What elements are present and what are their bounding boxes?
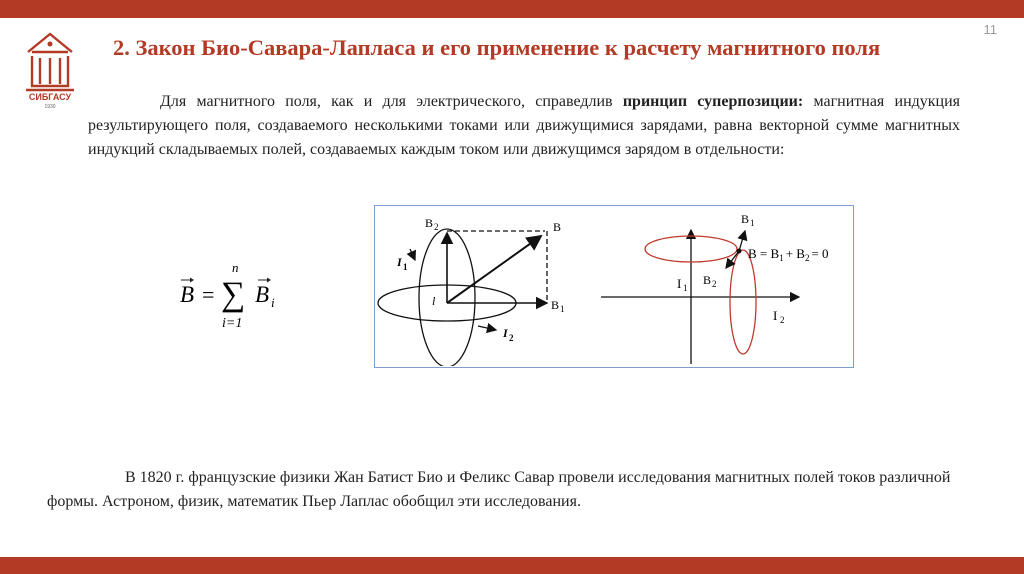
paragraph-lead: Для магнитного поля, как и для электрического, справедлив xyxy=(160,93,613,110)
formula-term-sub: i xyxy=(271,295,275,310)
fig-left-I1-label: I xyxy=(397,255,402,269)
logo-subcaption: 1930 xyxy=(44,104,56,110)
fig-right-B1-sub: 1 xyxy=(750,218,755,228)
fig-left-B-label: B xyxy=(553,220,562,234)
fig-left-B1-label: B xyxy=(551,298,560,312)
fig-left-B2-sub: 2 xyxy=(434,222,439,232)
superposition-term: принцип суперпозиции: xyxy=(622,93,804,110)
fig-right-sum-equation: $B = B_1 + B_2 = 0$ xyxy=(748,246,829,263)
logo-caption: СИБГАСУ xyxy=(28,92,72,102)
fig-right-B1-label: B xyxy=(741,212,750,226)
fig-right-B2-sub: 2 xyxy=(712,279,717,289)
figure-frame xyxy=(374,205,854,368)
fig-right-I1-label: I xyxy=(677,276,682,291)
fig-left-B2-label: B xyxy=(425,216,434,230)
formula-upper-limit: n xyxy=(232,262,239,275)
fig-right-I2-label: I xyxy=(773,308,778,323)
formula-equals: = xyxy=(202,282,215,307)
formula-sigma: ∑ xyxy=(221,276,246,313)
fig-left-I1-sub: 1 xyxy=(403,262,408,272)
formula-lower-limit: i=1 xyxy=(222,316,243,331)
history-text: В 1820 г. французские физики Жан Батист Био и Феликс Савар провели исследования магнитных полей токов различной формы. Астроном, физик, математик Пьер Лаплас обобщил эти исследования. xyxy=(47,469,951,510)
fig-right-I2-sub: 2 xyxy=(780,315,785,325)
formula-lhs: B xyxy=(180,282,195,307)
superposition-3d-diagram xyxy=(375,206,601,366)
superposition-formula xyxy=(175,262,285,337)
formula-term: B xyxy=(255,282,270,307)
fig-right-B2-label: B xyxy=(703,273,712,287)
fig-left-l-label: l xyxy=(432,294,436,308)
superposition-paragraph xyxy=(88,90,960,162)
fig-left-B1-sub: 1 xyxy=(560,304,565,314)
slide-number: 11 xyxy=(983,22,997,37)
fig-left-I2-sub: 2 xyxy=(509,333,514,343)
top-accent-bar xyxy=(0,0,1024,18)
fig-left-I2-label: I xyxy=(503,326,508,340)
paragraph-rest: магнитная индукция результирующего поля, создаваемого несколькими токами или движущимися зарядами, равна векторной сумме магнитных индукций складываемых полей, создаваемых каждым током или движущимся зарядом в отдельности: xyxy=(88,93,961,158)
perpendicular-currents-diagram xyxy=(601,206,853,366)
fig-right-I1-sub: 1 xyxy=(683,283,688,293)
bottom-accent-bar xyxy=(0,557,1024,574)
history-paragraph xyxy=(47,466,983,514)
slide-title: 2. Закон Био-Савара-Лапласа и его применение к расчету магнитного поля xyxy=(113,35,881,60)
